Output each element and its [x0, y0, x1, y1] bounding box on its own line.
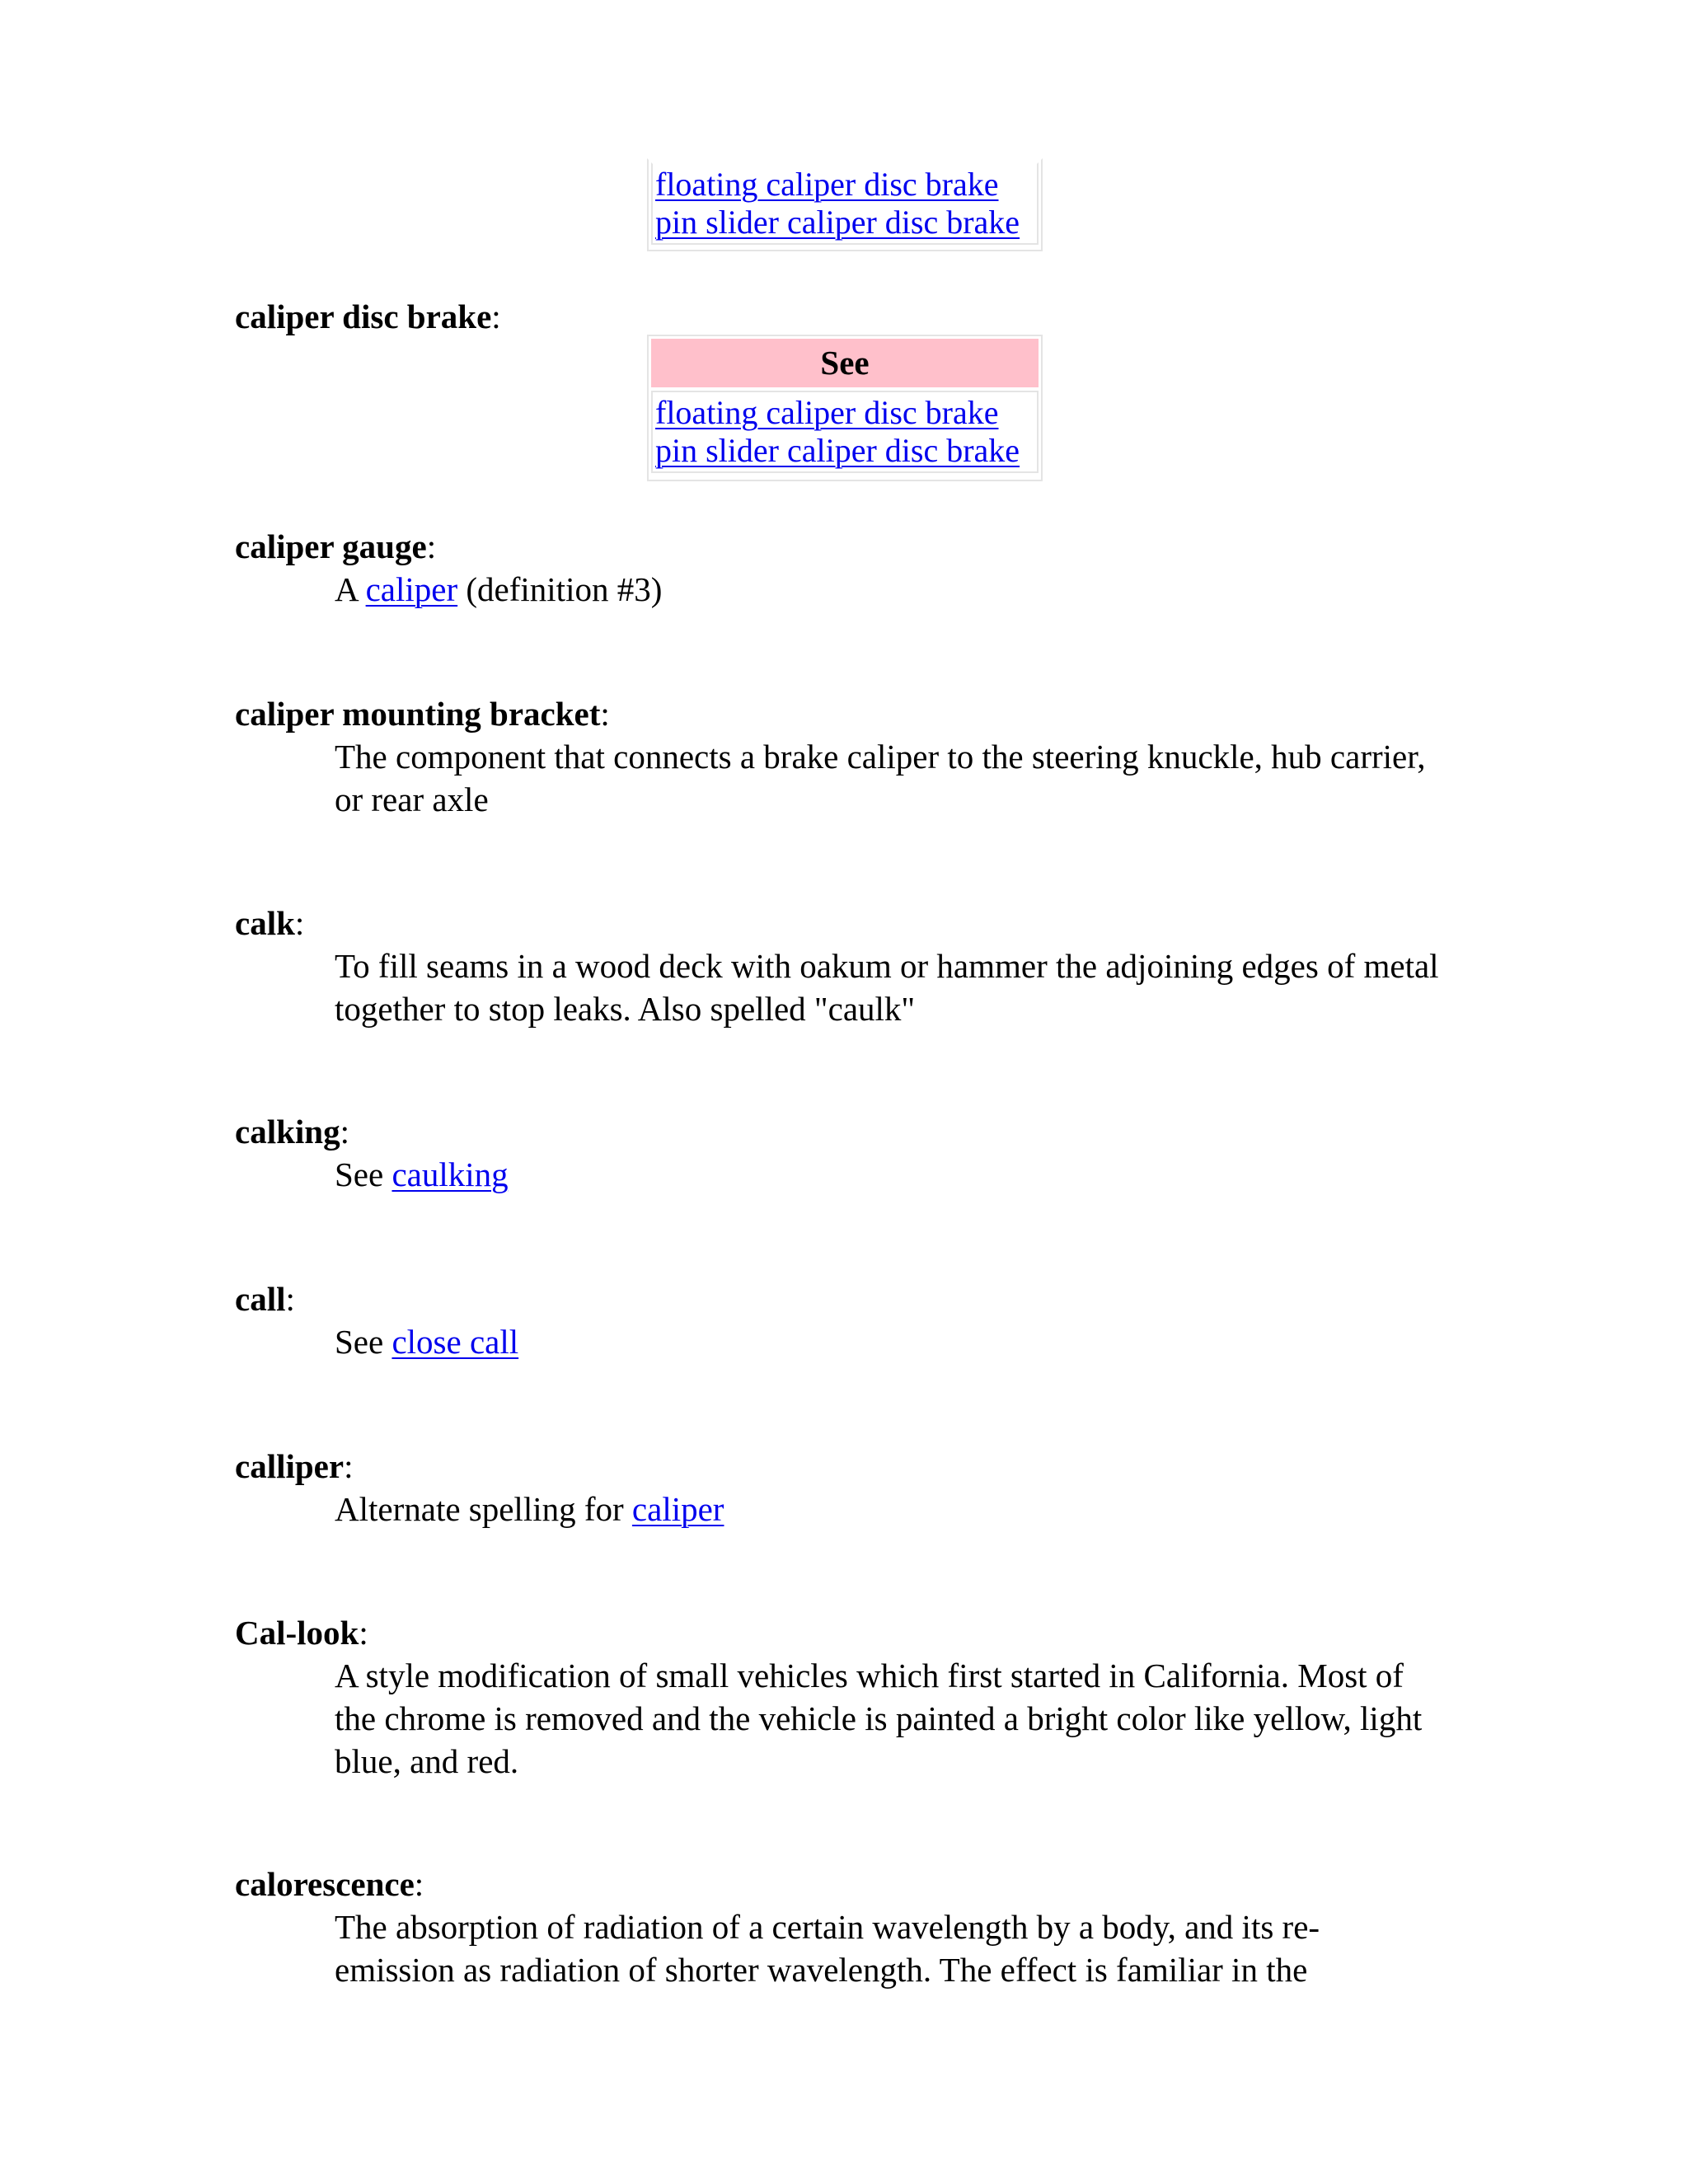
- term: calorescence: [235, 1865, 415, 1903]
- link-floating-caliper-disc-brake[interactable]: floating caliper disc brake: [655, 394, 999, 431]
- definition-text: Alternate spelling for: [335, 1490, 632, 1528]
- definition-text: See: [335, 1155, 392, 1193]
- link-floating-caliper-disc-brake[interactable]: floating caliper disc brake: [655, 166, 999, 203]
- definition: To fill seams in a wood deck with oakum or hammer the adjoining edges of metal together to stop leaks. Also spelled "caulk": [335, 947, 1439, 1028]
- term-line: [235, 1110, 1471, 1153]
- definition: [335, 568, 1439, 611]
- definition: The absorption of radiation of a certain wavelength by a body, and its re-emission as radiation of shorter wavelength. The effect is familiar in the: [335, 1908, 1320, 1989]
- term-line: [235, 525, 1471, 568]
- term-line: [235, 1277, 1471, 1320]
- definition: [335, 1320, 1439, 1363]
- see-table-body: [651, 391, 1039, 473]
- entry-caliper-gauge: [235, 525, 1471, 611]
- definition: The component that connects a brake caliper to the steering knuckle, hub carrier, or rear axle: [335, 738, 1426, 818]
- see-table: [647, 335, 1043, 481]
- see-table-header: See: [651, 339, 1039, 387]
- definition-text: (definition #3): [457, 570, 663, 608]
- entry-calking: [235, 1110, 1471, 1196]
- definition: A style modification of small vehicles which first started in California. Most of the chrome is removed and the vehicle is painted a bright color like yellow, light blue, and red.: [335, 1657, 1423, 1780]
- entry-caliper-mounting-bracket: [235, 692, 1471, 821]
- definition-text: A: [335, 570, 366, 608]
- term-colon: :: [359, 1614, 368, 1652]
- term-line: [235, 692, 1471, 735]
- link-caliper[interactable]: caliper: [365, 570, 458, 608]
- see-table-continued: [647, 158, 1043, 251]
- entry-caliper-disc-brake: [235, 295, 1471, 338]
- term: caliper gauge: [235, 527, 427, 565]
- term: caliper disc brake: [235, 298, 492, 335]
- entry-cal-look: [235, 1611, 1471, 1783]
- definition: [335, 1488, 1439, 1530]
- term: calk: [235, 904, 295, 942]
- term-colon: :: [426, 527, 437, 565]
- term: call: [235, 1280, 286, 1318]
- link-close-call[interactable]: close call: [392, 1323, 519, 1361]
- term: Cal-look: [235, 1614, 359, 1652]
- term-colon: :: [340, 1113, 349, 1151]
- link-pin-slider-caliper-disc-brake[interactable]: pin slider caliper disc brake: [655, 204, 1020, 241]
- term-colon: :: [600, 695, 610, 733]
- term-line: [235, 902, 1471, 944]
- entry-call: [235, 1277, 1471, 1363]
- term: caliper mounting bracket: [235, 695, 601, 733]
- entry-calk: [235, 902, 1471, 1030]
- term-colon: :: [294, 904, 305, 942]
- definition: [335, 1153, 1439, 1196]
- term: calliper: [235, 1447, 345, 1485]
- term-line: [235, 1445, 1471, 1488]
- entry-calliper: [235, 1445, 1471, 1530]
- term-line: [235, 1611, 1471, 1654]
- see-table-body: [651, 162, 1039, 245]
- entry-calorescence: [235, 1863, 1471, 1991]
- term-line: [235, 1863, 1471, 1905]
- term: calking: [235, 1113, 340, 1151]
- link-caulking[interactable]: caulking: [392, 1155, 509, 1193]
- term-colon: :: [285, 1280, 295, 1318]
- definition-text: See: [335, 1323, 392, 1361]
- link-caliper[interactable]: caliper: [631, 1490, 724, 1528]
- term-colon: :: [491, 298, 501, 335]
- term-colon: :: [344, 1447, 354, 1485]
- link-pin-slider-caliper-disc-brake[interactable]: pin slider caliper disc brake: [655, 432, 1020, 469]
- term-colon: :: [414, 1865, 424, 1903]
